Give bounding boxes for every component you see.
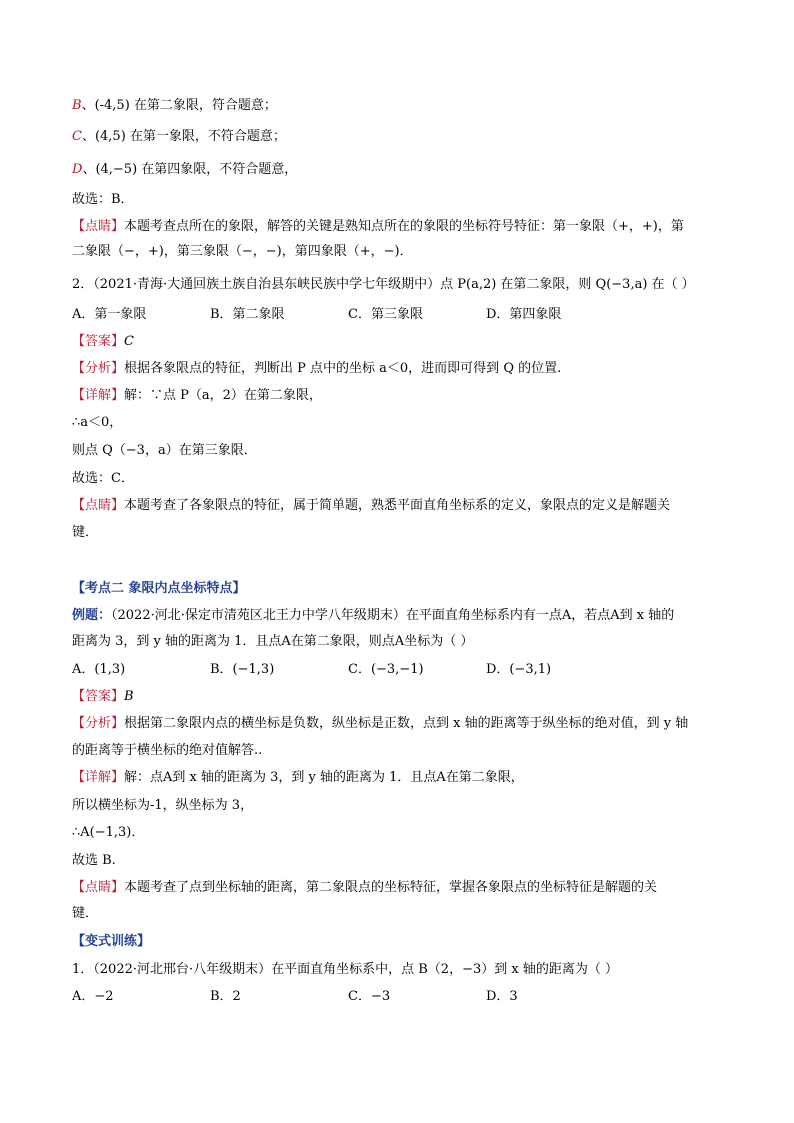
answer-line: 【答案】C bbox=[72, 334, 134, 349]
option-a: A．(1,3) bbox=[72, 662, 126, 677]
example-line-2: 距离为 3，到 y 轴的距离为 1．且点A在第二象限，则点A坐标为（ ） bbox=[72, 634, 474, 649]
solution-line-d: D、(4,−5) 在第四象限，不符合题意， bbox=[72, 162, 298, 177]
answer-line: 【答案】B bbox=[72, 689, 134, 704]
variation-1-options bbox=[72, 988, 518, 1006]
option-b: B．2 bbox=[210, 989, 241, 1004]
note-line-1: 【点睛】本题考查点所在的象限，解答的关键是熟知点所在的象限的坐标符号特征：第一象限（+，+)，第 bbox=[72, 219, 684, 234]
detail-line-2: ∴a＜0， bbox=[72, 415, 123, 430]
option-c: C．−3 bbox=[348, 989, 391, 1004]
option-a: A．−2 bbox=[72, 989, 114, 1004]
example-options bbox=[72, 661, 551, 679]
note-line-2: 键． bbox=[72, 906, 99, 921]
example-line-1: 例题：（2022·河北·保定市清苑区北王力中学八年级期末）在平面直角坐标系内有一点A，若点A到 x 轴的 bbox=[72, 608, 675, 623]
option-d: D．(−3,1) bbox=[486, 662, 552, 677]
detail-line-1: 【详解】解：点A到 x 轴的距离为 3，到 y 轴的距离为 1．且点A在第二象限， bbox=[72, 770, 524, 785]
question-2-options bbox=[72, 306, 561, 324]
choose-line: 故选：C． bbox=[72, 471, 134, 486]
option-b: B．第二象限 bbox=[210, 307, 285, 322]
analysis-line: 【分析】根据各象限点的特征，判断出 P 点中的坐标 a＜0，进而即可得到 Q 的位置. bbox=[72, 361, 562, 376]
note-line-2: 二象限（−，+)，第三象限（−，−)，第四象限（+，−)． bbox=[72, 244, 413, 259]
question-2-stem: 2．（2021·青海·大通回族土族自治县东峡民族中学七年级期中）点 P(a,2) 在第二象限，则 Q(−3,a) 在（ ） bbox=[72, 277, 695, 292]
option-b: B．(−1,3) bbox=[210, 662, 275, 677]
section-title: 【考点二 象限内点坐标特点】 bbox=[72, 581, 246, 596]
solution-line-b: B、(-4,5) 在第二象限，符合题意； bbox=[72, 98, 277, 113]
detail-line-3: ∴A(−1,3)． bbox=[72, 825, 145, 840]
analysis-line-2: 的距离等于横坐标的绝对值解答.. bbox=[72, 743, 263, 758]
note-line-2: 键． bbox=[72, 525, 99, 540]
choose-line: 故选 B. bbox=[72, 853, 116, 868]
variation-title: 【变式训练】 bbox=[72, 934, 151, 949]
note-line-1: 【点睛】本题考查了点到坐标轴的距离，第二象限点的坐标特征，掌握各象限点的坐标特征是解题的关 bbox=[72, 880, 658, 895]
detail-line-2: 所以横坐标为-1，纵坐标为 3， bbox=[72, 798, 254, 813]
option-d: D．3 bbox=[486, 989, 518, 1004]
solution-choose: 故选：B． bbox=[72, 192, 134, 207]
solution-line-c: C、(4,5) 在第一象限，不符合题意； bbox=[72, 129, 286, 144]
option-a: A．第一象限 bbox=[72, 307, 147, 322]
detail-line-3: 则点 Q（−3，a）在第三象限． bbox=[72, 443, 257, 458]
variation-1-stem: 1．（2022·河北邢台·八年级期末）在平面直角坐标系中，点 B（2，−3）到 x 轴的距离为（ ） bbox=[72, 962, 618, 977]
detail-line-1: 【详解】解：∵点 P（a，2）在第二象限， bbox=[72, 388, 322, 403]
option-d: D．第四象限 bbox=[486, 307, 562, 322]
option-c: C．(−3,−1) bbox=[348, 662, 424, 677]
option-c: C．第三象限 bbox=[348, 307, 423, 322]
note-line-1: 【点睛】本题考查了各象限点的特征，属于简单题，熟悉平面直角坐标系的定义，象限点的定义是解题关 bbox=[72, 498, 671, 513]
analysis-line-1: 【分析】根据第二象限内点的横坐标是负数，纵坐标是正数，点到 x 轴的距离等于纵坐标的绝对值，到 y 轴 bbox=[72, 716, 689, 731]
